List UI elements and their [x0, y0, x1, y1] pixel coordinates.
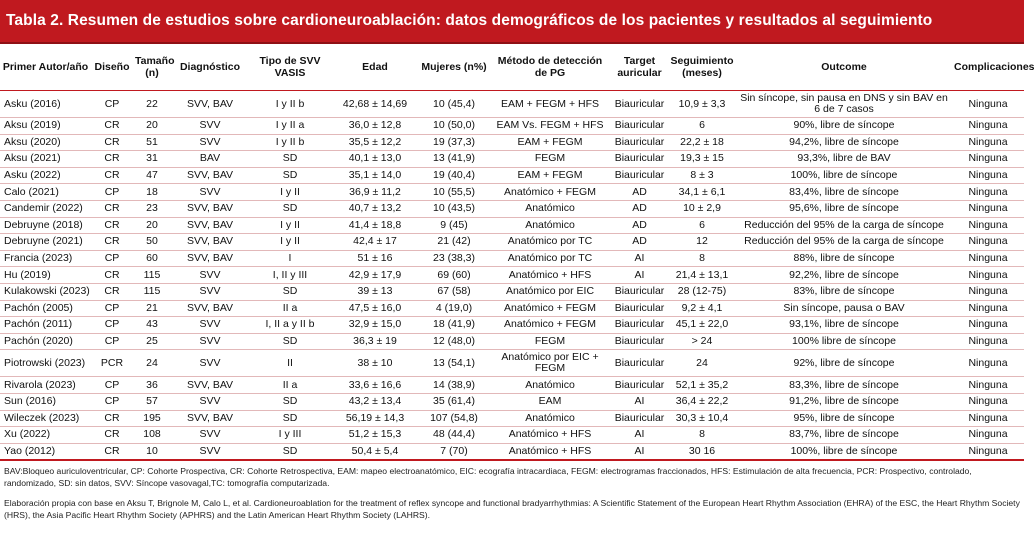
table-cell: 93,1%, libre de síncope: [736, 317, 952, 334]
table-body: [0, 91, 1024, 461]
table-cell: 12: [668, 234, 736, 251]
table-cell: Hu (2019): [0, 267, 91, 284]
table-cell: 39 ± 13: [331, 283, 419, 300]
table-cell: 13 (41,9): [419, 151, 489, 168]
table-cell: SVV, BAV: [171, 410, 249, 427]
table-cell: Aksu (2021): [0, 151, 91, 168]
table-cell: 92%, libre de síncope: [736, 350, 952, 377]
table-cell: CP: [91, 393, 133, 410]
table-cell: SVV: [171, 443, 249, 460]
abbreviations-footnote: BAV:Bloqueo auriculoventricular, CP: Cohorte Prospectiva, CR: Cohorte Retrospectiva, EAM: mapeo electroanatómico, EIC: ecografía intracardiaca, FEGM: electrogramas fraccionados, HFS: Estimulación de alta frecuencia, PCR: Prospectivo, controlado, randomizado, SD: sin datos, SVV: Síncope vasovagal,TC: tomografía computarizada.: [4, 466, 972, 489]
table-cell: 51: [133, 134, 171, 151]
table-cell: CR: [91, 134, 133, 151]
col-header: Outcome: [736, 44, 952, 91]
table-cell: CP: [91, 300, 133, 317]
table-cell: Anatómico: [489, 217, 611, 234]
table-row: [0, 443, 1024, 460]
table-cell: SD: [249, 443, 331, 460]
table-cell: I y II: [249, 234, 331, 251]
table-cell: 95%, libre de síncope: [736, 410, 952, 427]
table-cell: 42,68 ± 14,69: [331, 91, 419, 118]
table-cell: 57: [133, 393, 171, 410]
table-row: [0, 217, 1024, 234]
table-cell: 36,3 ± 19: [331, 333, 419, 350]
table-cell: 20: [133, 118, 171, 135]
table-cell: Ninguna: [952, 267, 1024, 284]
table-cell: Wileczek (2023): [0, 410, 91, 427]
table-cell: Francia (2023): [0, 250, 91, 267]
table-cell: 19,3 ± 15: [668, 151, 736, 168]
table-cell: AI: [611, 267, 668, 284]
table-cell: Ninguna: [952, 118, 1024, 135]
table-cell: SVV, BAV: [171, 200, 249, 217]
table-cell: Biauricular: [611, 410, 668, 427]
table-cell: SVV: [171, 317, 249, 334]
table-cell: CP: [91, 333, 133, 350]
table-cell: SD: [249, 151, 331, 168]
table-cell: SD: [249, 167, 331, 184]
table-cell: 10,9 ± 3,3: [668, 91, 736, 118]
table-cell: 47,5 ± 16,0: [331, 300, 419, 317]
table-cell: Asku (2016): [0, 91, 91, 118]
table-cell: 34,1 ± 6,1: [668, 184, 736, 201]
table-cell: Anatómico + HFS: [489, 443, 611, 460]
table-cell: CP: [91, 184, 133, 201]
table-cell: Anatómico: [489, 200, 611, 217]
table-cell: SD: [249, 200, 331, 217]
table-cell: SVV, BAV: [171, 250, 249, 267]
table-cell: 36,9 ± 11,2: [331, 184, 419, 201]
table-row: [0, 317, 1024, 334]
table-cell: I y II b: [249, 91, 331, 118]
table-cell: 22: [133, 91, 171, 118]
table-cell: 35 (61,4): [419, 393, 489, 410]
table-cell: CR: [91, 151, 133, 168]
table-cell: EAM + FEGM + HFS: [489, 91, 611, 118]
table-cell: I y II: [249, 217, 331, 234]
table-cell: SVV: [171, 283, 249, 300]
table-cell: Pachón (2011): [0, 317, 91, 334]
table-cell: 43,2 ± 13,4: [331, 393, 419, 410]
table-cell: Yao (2012): [0, 443, 91, 460]
table-cell: CR: [91, 283, 133, 300]
table-cell: Sin síncope, pausa o BAV: [736, 300, 952, 317]
table-cell: 83,3%, libre de síncope: [736, 377, 952, 394]
table-cell: Biauricular: [611, 377, 668, 394]
table-cell: Biauricular: [611, 350, 668, 377]
table-cell: FEGM: [489, 151, 611, 168]
table-cell: 21,4 ± 13,1: [668, 267, 736, 284]
table-cell: FEGM: [489, 333, 611, 350]
table-cell: 22,2 ± 18: [668, 134, 736, 151]
table-cell: 18 (41,9): [419, 317, 489, 334]
table-cell: 30 16: [668, 443, 736, 460]
table-cell: 38 ± 10: [331, 350, 419, 377]
table-cell: Anatómico: [489, 377, 611, 394]
table-cell: Rivarola (2023): [0, 377, 91, 394]
table-cell: Xu (2022): [0, 427, 91, 444]
table-cell: Aksu (2020): [0, 134, 91, 151]
table-cell: CR: [91, 200, 133, 217]
table-row: [0, 250, 1024, 267]
table-row: [0, 427, 1024, 444]
table-cell: EAM: [489, 393, 611, 410]
table-cell: AI: [611, 427, 668, 444]
table-cell: 108: [133, 427, 171, 444]
table-cell: 41,4 ± 18,8: [331, 217, 419, 234]
table-cell: 6: [668, 118, 736, 135]
table-cell: SVV: [171, 134, 249, 151]
table-cell: Pachón (2020): [0, 333, 91, 350]
table-row: [0, 333, 1024, 350]
table-row: [0, 393, 1024, 410]
table-cell: EAM + FEGM: [489, 134, 611, 151]
table-cell: 195: [133, 410, 171, 427]
table-cell: Debruyne (2021): [0, 234, 91, 251]
table-row: [0, 151, 1024, 168]
table-cell: AD: [611, 200, 668, 217]
table-cell: 92,2%, libre de síncope: [736, 267, 952, 284]
table-cell: 51 ± 16: [331, 250, 419, 267]
table-cell: 40,7 ± 13,2: [331, 200, 419, 217]
table-cell: CR: [91, 410, 133, 427]
table-cell: I y II a: [249, 118, 331, 135]
table-cell: 10 (50,0): [419, 118, 489, 135]
table-cell: SD: [249, 393, 331, 410]
table-cell: SVV, BAV: [171, 91, 249, 118]
col-header: Tamaño (n): [133, 44, 171, 91]
table-cell: Anatómico + HFS: [489, 427, 611, 444]
table-cell: Sun (2016): [0, 393, 91, 410]
table-cell: 28 (12-75): [668, 283, 736, 300]
table-cell: SD: [249, 410, 331, 427]
table-cell: 10 (55,5): [419, 184, 489, 201]
table-cell: Ninguna: [952, 300, 1024, 317]
table-cell: 42,4 ± 17: [331, 234, 419, 251]
table-cell: 21 (42): [419, 234, 489, 251]
table-cell: CP: [91, 91, 133, 118]
table-cell: 9 (45): [419, 217, 489, 234]
table-cell: EAM Vs. FEGM + HFS: [489, 118, 611, 135]
table-cell: 13 (54,1): [419, 350, 489, 377]
table-cell: 35,5 ± 12,2: [331, 134, 419, 151]
table-cell: Biauricular: [611, 91, 668, 118]
table-cell: SVV, BAV: [171, 167, 249, 184]
table-cell: Reducción del 95% de la carga de síncope: [736, 234, 952, 251]
table-cell: CR: [91, 167, 133, 184]
table-cell: Ninguna: [952, 443, 1024, 460]
table-cell: CP: [91, 250, 133, 267]
table-cell: 83,4%, libre de síncope: [736, 184, 952, 201]
table-cell: Ninguna: [952, 250, 1024, 267]
table-cell: SVV: [171, 333, 249, 350]
table-cell: Ninguna: [952, 377, 1024, 394]
table-cell: CR: [91, 217, 133, 234]
table-cell: EAM + FEGM: [489, 167, 611, 184]
table-cell: 10 (45,4): [419, 91, 489, 118]
table-cell: SVV, BAV: [171, 234, 249, 251]
col-header: Mujeres (n%): [419, 44, 489, 91]
col-header: Seguimiento (meses): [668, 44, 736, 91]
table-cell: SVV: [171, 118, 249, 135]
table-cell: Candemir (2022): [0, 200, 91, 217]
table-cell: Biauricular: [611, 333, 668, 350]
table-cell: 90%, libre de síncope: [736, 118, 952, 135]
table-cell: 20: [133, 217, 171, 234]
table-cell: 24: [668, 350, 736, 377]
table-cell: Calo (2021): [0, 184, 91, 201]
table-row: [0, 118, 1024, 135]
table-cell: Ninguna: [952, 410, 1024, 427]
table-cell: Ninguna: [952, 167, 1024, 184]
table-cell: AI: [611, 393, 668, 410]
table-cell: 14 (38,9): [419, 377, 489, 394]
table-cell: SVV, BAV: [171, 300, 249, 317]
table-cell: Ninguna: [952, 134, 1024, 151]
table-cell: 83%, libre de síncope: [736, 283, 952, 300]
table-cell: II a: [249, 377, 331, 394]
table-notes: [0, 461, 1024, 521]
table-cell: 100%, libre de síncope: [736, 443, 952, 460]
table-cell: 67 (58): [419, 283, 489, 300]
table-cell: Ninguna: [952, 333, 1024, 350]
table-cell: Biauricular: [611, 283, 668, 300]
table-cell: Anatómico + FEGM: [489, 184, 611, 201]
col-header: Edad: [331, 44, 419, 91]
table-cell: 23 (38,3): [419, 250, 489, 267]
studies-table: [0, 44, 1035, 461]
table-cell: Biauricular: [611, 118, 668, 135]
table-title-bar: [0, 0, 1024, 44]
table-cell: Ninguna: [952, 317, 1024, 334]
table-cell: 12 (48,0): [419, 333, 489, 350]
table-title: Tabla 2. Resumen de estudios sobre cardioneuroablación: datos demográficos de los pacientes y resultados al seguimiento: [6, 12, 933, 29]
table-row: [0, 184, 1024, 201]
table-cell: Anatómico por EIC + FEGM: [489, 350, 611, 377]
table-cell: CR: [91, 234, 133, 251]
col-header: Complicaciones: [952, 44, 1024, 91]
table-cell: II a: [249, 300, 331, 317]
table-cell: SVV: [171, 350, 249, 377]
table-cell: Asku (2022): [0, 167, 91, 184]
table-cell: 93,3%, libre de BAV: [736, 151, 952, 168]
table-cell: Piotrowski (2023): [0, 350, 91, 377]
table-cell: I: [249, 250, 331, 267]
col-header: Diagnóstico: [171, 44, 249, 91]
table-row: [0, 350, 1024, 377]
table-cell: 10 ± 2,9: [668, 200, 736, 217]
table-cell: 8 ± 3: [668, 167, 736, 184]
table-cell: 36,4 ± 22,2: [668, 393, 736, 410]
table-cell: 45,1 ± 22,0: [668, 317, 736, 334]
table-cell: Pachón (2005): [0, 300, 91, 317]
table-cell: SVV: [171, 267, 249, 284]
table-cell: 100% libre de síncope: [736, 333, 952, 350]
table-cell: AI: [611, 443, 668, 460]
table-cell: 10: [133, 443, 171, 460]
table-row: [0, 134, 1024, 151]
table-cell: 7 (70): [419, 443, 489, 460]
table-row: [0, 234, 1024, 251]
table-cell: 36,0 ± 12,8: [331, 118, 419, 135]
table-cell: 19 (37,3): [419, 134, 489, 151]
table-cell: Ninguna: [952, 200, 1024, 217]
table-cell: CR: [91, 118, 133, 135]
table-cell: Ninguna: [952, 234, 1024, 251]
table-cell: 115: [133, 283, 171, 300]
table-cell: 19 (40,4): [419, 167, 489, 184]
table-cell: 25: [133, 333, 171, 350]
table-cell: Biauricular: [611, 317, 668, 334]
table-row: [0, 267, 1024, 284]
col-header: Tipo de SVV VASIS: [249, 44, 331, 91]
table-cell: 8: [668, 427, 736, 444]
table-cell: SVV, BAV: [171, 217, 249, 234]
table-cell: 35,1 ± 14,0: [331, 167, 419, 184]
table-cell: Ninguna: [952, 217, 1024, 234]
table-cell: 40,1 ± 13,0: [331, 151, 419, 168]
header-row: [0, 44, 1024, 91]
table-cell: 56,19 ± 14,3: [331, 410, 419, 427]
table-cell: AI: [611, 250, 668, 267]
table-cell: Biauricular: [611, 151, 668, 168]
table-row: [0, 200, 1024, 217]
table-row: [0, 91, 1024, 118]
col-header: Diseño: [91, 44, 133, 91]
table-cell: SVV, BAV: [171, 377, 249, 394]
table-cell: CR: [91, 443, 133, 460]
table-row: [0, 300, 1024, 317]
table-cell: Anatómico + FEGM: [489, 300, 611, 317]
table-cell: 33,6 ± 16,6: [331, 377, 419, 394]
table-cell: PCR: [91, 350, 133, 377]
table-cell: Anatómico + HFS: [489, 267, 611, 284]
table-cell: > 24: [668, 333, 736, 350]
table-cell: I y III: [249, 427, 331, 444]
table-cell: 51,2 ± 15,3: [331, 427, 419, 444]
table-cell: 21: [133, 300, 171, 317]
table-cell: Anatómico por TC: [489, 250, 611, 267]
table-cell: SD: [249, 333, 331, 350]
table-cell: II: [249, 350, 331, 377]
table-cell: 47: [133, 167, 171, 184]
table-cell: I y II: [249, 184, 331, 201]
table-cell: Ninguna: [952, 151, 1024, 168]
col-header: Target auricular: [611, 44, 668, 91]
table-cell: Anatómico + FEGM: [489, 317, 611, 334]
table-cell: 24: [133, 350, 171, 377]
table-cell: BAV: [171, 151, 249, 168]
source-note: Elaboración propia con base en Aksu T, Brignole M, Calo L, et al. Cardioneuroablation for the treatment of reflex syncope and functional bradyarrhythmias: A Scientific Statement of the European Heart Rhythm Association (EHRA) of the ESC, the Heart Rhythm Society (HRS), the Asia Pacific Heart Rhythm Society (APHRS) and the Latin American Heart Rhythm Society (LAHRS).: [4, 498, 1020, 521]
table-cell: Ninguna: [952, 91, 1024, 118]
table-cell: 52,1 ± 35,2: [668, 377, 736, 394]
table-cell: Ninguna: [952, 393, 1024, 410]
table-cell: I, II y III: [249, 267, 331, 284]
table-cell: 107 (54,8): [419, 410, 489, 427]
table-cell: 50,4 ± 5,4: [331, 443, 419, 460]
table-cell: CP: [91, 317, 133, 334]
table-cell: 91,2%, libre de síncope: [736, 393, 952, 410]
table-cell: Anatómico por EIC: [489, 283, 611, 300]
table-cell: Anatómico: [489, 410, 611, 427]
table-cell: Ninguna: [952, 350, 1024, 377]
table-cell: SVV: [171, 393, 249, 410]
table-cell: I, II a y II b: [249, 317, 331, 334]
table-cell: 42,9 ± 17,9: [331, 267, 419, 284]
table-cell: 83,7%, libre de síncope: [736, 427, 952, 444]
table-cell: 94,2%, libre de síncope: [736, 134, 952, 151]
table-cell: Biauricular: [611, 134, 668, 151]
table-row: [0, 283, 1024, 300]
table-cell: 69 (60): [419, 267, 489, 284]
table-row: [0, 410, 1024, 427]
table-cell: 8: [668, 250, 736, 267]
table-cell: 100%, libre de síncope: [736, 167, 952, 184]
col-header: Método de detección de PG: [489, 44, 611, 91]
table-cell: 4 (19,0): [419, 300, 489, 317]
table-cell: SD: [249, 283, 331, 300]
table-row: [0, 167, 1024, 184]
table-cell: Debruyne (2018): [0, 217, 91, 234]
table-cell: Kulakowski (2023): [0, 283, 91, 300]
table-cell: 18: [133, 184, 171, 201]
table-cell: Biauricular: [611, 167, 668, 184]
table-cell: 60: [133, 250, 171, 267]
table-cell: CR: [91, 267, 133, 284]
table-cell: 43: [133, 317, 171, 334]
table-cell: CR: [91, 427, 133, 444]
table-cell: Sin síncope, sin pausa en DNS y sin BAV en 6 de 7 casos: [736, 91, 952, 118]
table-cell: 10 (43,5): [419, 200, 489, 217]
table-cell: 9,2 ± 4,1: [668, 300, 736, 317]
table-cell: I y II b: [249, 134, 331, 151]
table-cell: 6: [668, 217, 736, 234]
table-cell: Anatómico por TC: [489, 234, 611, 251]
table-cell: SVV: [171, 427, 249, 444]
table-cell: 36: [133, 377, 171, 394]
table-cell: SVV: [171, 184, 249, 201]
table-cell: 88%, libre de síncope: [736, 250, 952, 267]
table-cell: AD: [611, 184, 668, 201]
table-row: [0, 377, 1024, 394]
table-cell: 115: [133, 267, 171, 284]
table-cell: 95,6%, libre de síncope: [736, 200, 952, 217]
col-header: Primer Autor/año: [0, 44, 91, 91]
table-cell: 31: [133, 151, 171, 168]
table-cell: Ninguna: [952, 283, 1024, 300]
table-cell: Reducción del 95% de la carga de síncope: [736, 217, 952, 234]
table-cell: Ninguna: [952, 184, 1024, 201]
table-cell: AD: [611, 217, 668, 234]
table-cell: AD: [611, 234, 668, 251]
table-cell: CP: [91, 377, 133, 394]
table-cell: Aksu (2019): [0, 118, 91, 135]
table-cell: 48 (44,4): [419, 427, 489, 444]
table-cell: 23: [133, 200, 171, 217]
table-cell: 50: [133, 234, 171, 251]
table-cell: Ninguna: [952, 427, 1024, 444]
table-cell: Biauricular: [611, 300, 668, 317]
table-cell: 32,9 ± 15,0: [331, 317, 419, 334]
table-cell: 30,3 ± 10,4: [668, 410, 736, 427]
